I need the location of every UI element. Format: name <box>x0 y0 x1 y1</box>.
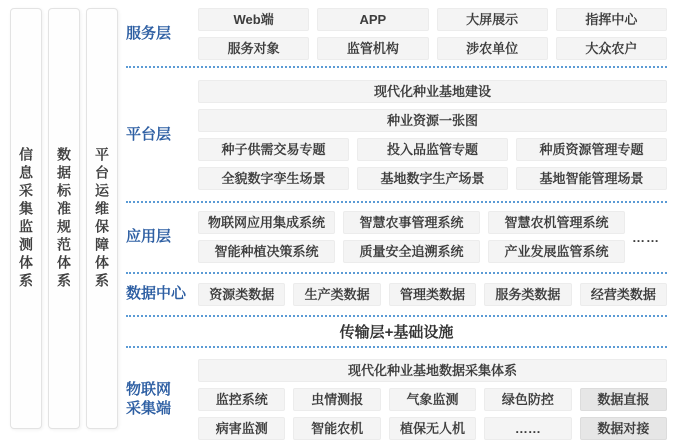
service-row-terminals <box>198 8 667 31</box>
diagram-box: APP <box>317 8 428 31</box>
divider-dashed <box>126 272 667 274</box>
data-center-row <box>198 283 667 306</box>
diagram-box: 气象监测 <box>389 388 476 411</box>
layer-iot-collection <box>126 352 667 440</box>
layer-platform <box>126 72 667 197</box>
diagram-box: 基地数字生产场景 <box>357 167 508 190</box>
diagram-box: 现代化种业基地建设 <box>198 80 667 103</box>
application-row-2 <box>198 240 625 263</box>
iot-row-2 <box>198 417 667 440</box>
diagram-box-highlighted: 数据对接 <box>580 417 667 440</box>
divider-dashed <box>126 201 667 203</box>
service-content <box>198 8 667 60</box>
diagram-box: 虫情测报 <box>293 388 380 411</box>
diagram-box: 涉农单位 <box>437 37 548 60</box>
iot-fullrow-collection-system <box>198 359 667 382</box>
pillar-label: 数据标准规范体系 <box>56 146 72 291</box>
diagram-box: 病害监测 <box>198 417 285 440</box>
iot-label-line1: 物联网 <box>126 380 172 398</box>
pillar-label: 信息采集监测体系 <box>18 146 34 291</box>
diagram-box: 大屏展示 <box>437 8 548 31</box>
diagram-box: 服务类数据 <box>484 283 571 306</box>
diagram-box: 大众农户 <box>556 37 667 60</box>
transport-label: 传输层+基础设施 <box>339 324 454 341</box>
diagram-box: 生产类数据 <box>293 283 380 306</box>
diagram-box: 智能农机 <box>293 417 380 440</box>
diagram-box: 现代化种业基地数据采集体系 <box>198 359 667 382</box>
diagram-box: 监管机构 <box>317 37 428 60</box>
layers-column <box>126 8 667 439</box>
platform-row-topics <box>198 138 667 161</box>
layer-label-data-center: 数据中心 <box>126 285 187 303</box>
diagram-box: 产业发展监管系统 <box>488 240 625 263</box>
pillar-info-collection-monitoring <box>10 8 42 429</box>
service-row-audiences <box>198 37 667 60</box>
application-rows <box>198 211 625 263</box>
diagram-box: Web端 <box>198 8 309 31</box>
diagram-box: 物联网应用集成系统 <box>198 211 335 234</box>
diagram-box: 指挥中心 <box>556 8 667 31</box>
diagram-box: 绿色防控 <box>484 388 571 411</box>
layer-application <box>126 207 667 268</box>
iot-label-line2: 采集端 <box>126 399 172 417</box>
diagram-box: 服务对象 <box>198 37 309 60</box>
data-center-content <box>198 283 667 306</box>
diagram-box: 资源类数据 <box>198 283 285 306</box>
diagram-box: 质量安全追溯系统 <box>343 240 480 263</box>
iot-content <box>198 359 667 440</box>
platform-content <box>198 80 667 190</box>
diagram-box: …… <box>484 417 571 440</box>
application-content <box>198 211 667 263</box>
diagram-box: 智慧农事管理系统 <box>343 211 480 234</box>
layer-label-service: 服务层 <box>126 24 172 42</box>
pillar-group <box>10 8 118 429</box>
divider-dashed <box>126 66 667 68</box>
iot-row-1 <box>198 388 667 411</box>
pillar-platform-ops <box>86 8 118 429</box>
diagram-box: 监控系统 <box>198 388 285 411</box>
layer-label-platform: 平台层 <box>126 125 172 143</box>
diagram-box: 植保无人机 <box>389 417 476 440</box>
layer-transport-infrastructure <box>126 321 667 342</box>
pillar-label: 平台运维保障体系 <box>94 146 110 291</box>
layer-label-iot <box>126 381 198 419</box>
diagram-box: 智能种植决策系统 <box>198 240 335 263</box>
layer-service <box>126 8 667 62</box>
pillar-data-standards <box>48 8 80 429</box>
diagram-box: 全貌数字孪生场景 <box>198 167 349 190</box>
divider-dashed <box>126 315 667 317</box>
platform-row-scenes <box>198 167 667 190</box>
diagram-box: 种业资源一张图 <box>198 109 667 132</box>
diagram-box-highlighted: 数据直报 <box>580 388 667 411</box>
divider-dashed <box>126 346 667 348</box>
diagram-box: 种质资源管理专题 <box>516 138 667 161</box>
diagram-box: 基地智能管理场景 <box>516 167 667 190</box>
diagram-box: 智慧农机管理系统 <box>488 211 625 234</box>
ellipsis-more-systems: …… <box>632 229 660 245</box>
diagram-box: 投入品监管专题 <box>357 138 508 161</box>
layer-data-center <box>126 278 667 311</box>
application-row-1 <box>198 211 625 234</box>
diagram-box: 种子供需交易专题 <box>198 138 349 161</box>
platform-fullrow-one-map <box>198 109 667 132</box>
diagram-box: 管理类数据 <box>389 283 476 306</box>
diagram-box: 经营类数据 <box>580 283 667 306</box>
platform-fullrow-base-construction <box>198 80 667 103</box>
layer-label-application: 应用层 <box>126 227 172 245</box>
